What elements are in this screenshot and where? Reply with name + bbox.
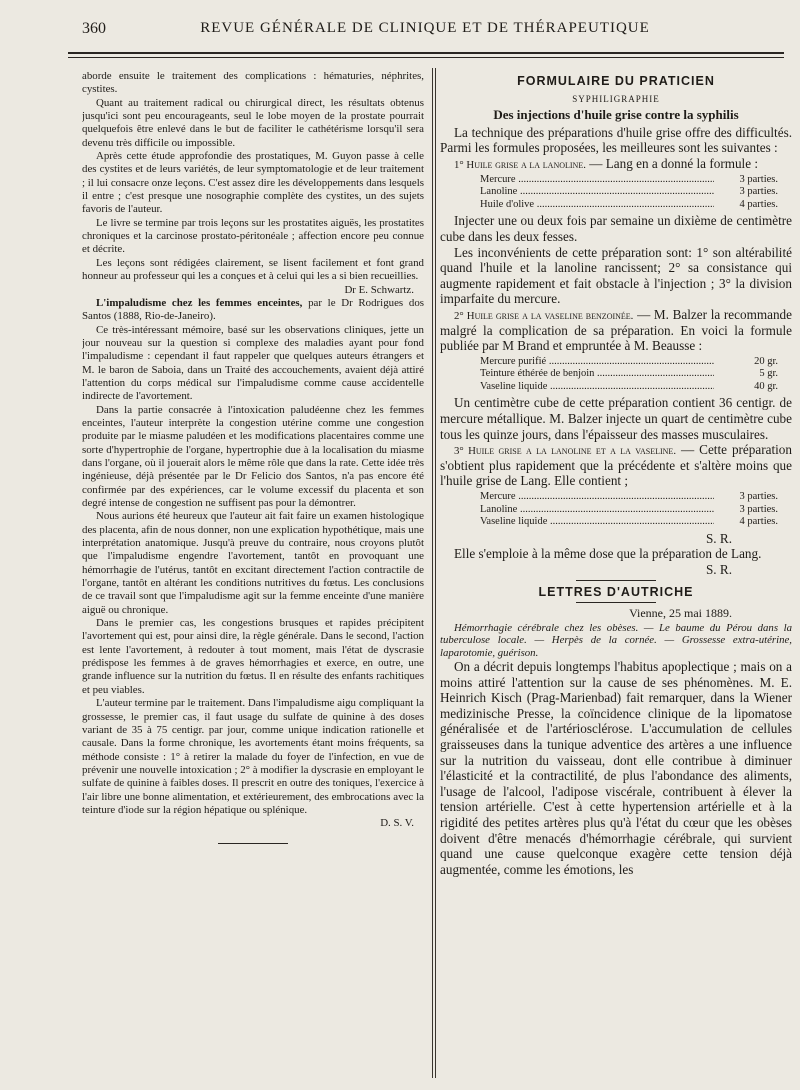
section-rule: [576, 580, 656, 581]
formula-row: [480, 356, 778, 369]
paragraph: Elle s'emploie à la même dose que la préparation de Lang.: [454, 546, 762, 562]
formula-name: 3° Huile grise a la lanoline et a la vaseline.: [454, 445, 677, 458]
formula-name: 1° Huile grise a la lanoline.: [454, 158, 586, 171]
ingredient: Teinture éthérée de benjoin .....: [480, 368, 714, 381]
running-title: REVUE GÉNÉRALE DE CLINIQUE ET DE THÉRAPEUTIQUE: [200, 20, 650, 36]
quantity: 5 gr.: [759, 368, 778, 380]
quantity: 3 parties.: [739, 186, 778, 198]
quantity: 3 parties.: [739, 503, 778, 515]
signature: S. R.: [705, 530, 732, 546]
quantity: 20 gr.: [754, 355, 778, 367]
paragraph: Le livre se termine par trois leçons sur les prostatites aiguës, les prostatites chroniques et la carcinose prostato-péritonéale ; affection encore peu connue et décrite.: [82, 216, 424, 256]
ingredient: Vaseline liquide .....: [480, 381, 714, 394]
page-number: 360: [82, 20, 106, 37]
review-heading: [82, 297, 424, 324]
formula-row: [480, 186, 778, 199]
paragraph: Quant au traitement radical ou chirurgical direct, les résultats obtenus jusqu'ici sont peu encourageants, seul le lobe moyen de la prostate pourrait quelquefois être enlevé dans le but de faciliter le cathétérisme lorsqu'il sera devenu très difficile ou impossible.: [82, 96, 424, 149]
formula-name: 2° Huile grise a la vaseline benzoinée.: [454, 309, 634, 322]
formula-intro: [440, 442, 792, 489]
formula-row: [480, 491, 778, 504]
formula-list: [480, 491, 778, 529]
signature: S. R.: [705, 562, 732, 577]
paragraph: Dans la partie consacrée à l'intoxication paludéenne chez les femmes enceintes, l'auteur interprète la congestion utérine comme une congestion produite par le miasme paludéen et les modifications placentaires comme une sorte d'hypertrophie de l'organe, hypertrophie due à la localisation du miasme dans l'organe, où il jouerait alors le même rôle que dans la rate. Cette idée très ingénieuse, déjà présentée par le Dr Felicio dos Santos, n'a pas encore été confirmée par des expériences, car le volume excessif du placenta et son degré intense de congestion ne suffisent pas pour la démontrer.: [82, 403, 424, 509]
formula-row: [480, 368, 778, 381]
formula-row: [480, 516, 778, 529]
quantity: 4 parties.: [739, 198, 778, 210]
summary: Hémorrhagie cérébrale chez les obèses. — Le baume du Pérou dans la tuberculose locale. — Herpès de la cornée. — Grossesse extra-utérine, laparotomie, guérison.: [440, 621, 792, 659]
formula-intro-text: — Lang en a donné la formule :: [585, 155, 759, 171]
page-header: [60, 18, 790, 40]
formula-intro-text: — Cette préparation s'obtient plus rapidement que la précédente et s'altère moins que l'huile grise de Lang. Elle contient ;: [440, 442, 792, 489]
formula-row: [480, 381, 778, 394]
paragraph: La technique des préparations d'huile grise offre des difficultés. Parmi les formules proposées, les meilleures sont les suivantes :: [440, 124, 792, 156]
quantity: 4 parties.: [739, 516, 778, 528]
ingredient: Lanoline .....: [480, 186, 714, 199]
formula-intro: [440, 307, 792, 354]
formula-row: [480, 504, 778, 517]
section-subheading: SYPHILIGRAPHIE: [572, 93, 660, 104]
paragraph: Un centimètre cube de cette préparation contient 36 centigr. de mercure métallique. M. Balzer injecte un quart de centimètre cube tous les quinze jours, dans l'épaisseur des masses musculaires.: [440, 395, 792, 442]
right-column: [440, 70, 792, 877]
header-rule-thin: [68, 57, 784, 58]
ingredient: Mercure .....: [480, 174, 714, 187]
ingredient: Mercure .....: [480, 491, 714, 504]
section-heading: LETTRES D'AUTRICHE: [538, 584, 694, 599]
formula-row: [480, 199, 778, 212]
paragraph: Après cette étude approfondie des prostatiques, M. Guyon passe à celle des cystites et de leurs variétés, de leur symptomatologie et de leur traitement ; il lui consacre onze leçons. C'est assez dire les développements dans lesquels il entre ; c'est presque une nosographie complète des cystites, un des sujets favoris de l'auteur.: [82, 150, 424, 216]
signature: Dr E. Schwartz.: [344, 283, 414, 296]
paragraph: Dans le premier cas, les congestions brusques et rapides précipitent l'avortement qui est, pour ainsi dire, la règle générale. Dans le second, l'action est lente l'avortement, à redouter à tout moment, mais l'état de dyscrasie prédispose les femmes à de graves hémorrhagies et exerce, en outre, une grande influence sur la nutrition du fœtus. Il en résulte des enfants rachitiques et peu viables.: [82, 617, 424, 696]
formula-list: [480, 174, 778, 212]
header-rule: [68, 52, 784, 54]
formula-row: [480, 174, 778, 187]
ingredient: Mercure purifié .....: [480, 356, 714, 369]
column-divider: [432, 68, 433, 1078]
quantity: 40 gr.: [754, 380, 778, 392]
formula-list: [480, 356, 778, 394]
formula-intro: [440, 156, 792, 172]
paragraph: Les inconvénients de cette préparation sont: 1° son altérabilité quand l'huile et la lanoline rancissent; 2° sa consistance qui augmente rapidement et fait obstacle à l'injection ; 3° la division imparfaite du mercure.: [440, 244, 792, 307]
column-divider-inner: [435, 68, 436, 1078]
section-heading: FORMULAIRE DU PRATICIEN: [517, 74, 715, 88]
paragraph: aborde ensuite le traitement des complications : hématuries, néphrites, cystites.: [82, 70, 424, 96]
paragraph: Ce très-intéressant mémoire, basé sur les observations cliniques, jette un jour nouveau sur la question si complexe des maladies ayant pour fond l'impaludisme : cependant il faut rappeler que quelques auteurs étrangers et M. le baron de Saboia, dans un Traité des accouchements, avaient déjà attiré l'attention du corps médical sur l'impaludisme comme cause accidentelle indirecte de l'avortement.: [82, 323, 424, 403]
review-author: par le Dr Rodrigues dos Santos (1888, Rio-de-Janeiro).: [82, 296, 424, 323]
end-rule: [218, 843, 288, 844]
left-column: [82, 70, 424, 844]
dateline: Vienne, 25 mai 1889.: [629, 606, 732, 621]
section-rule: [576, 602, 656, 603]
formula-intro-text: — M. Balzer la recommande malgré la complication de sa préparation. En voici la formule publiée par M Brand et empruntée à M. Beausse :: [440, 306, 792, 354]
ingredient: Vaseline liquide .....: [480, 516, 714, 529]
paragraph: L'auteur termine par le traitement. Dans l'impaludisme aigu compliquant la grossesse, le premier cas, il faut usage du sulfate de quinine à des doses variant de 35 à 75 centigr. par jour, comme unique indication rationelle et causale. Dans la forme chronique, les avortements étant moins fréquents, sa méthode consiste : 1° à retirer la malade du foyer de l'infection, en vue de prévenir une nouvelle intoxication ; 2° à modifier la dyscrasie en employant le sulfate de quinine à faibles doses. Il prescrit en outre des toniques, l'exercice à l'air libre une bonne alimentation, et extérieurement, des embrocations avec la teinture d'iode sur la région hépatique ou splénique.: [82, 697, 424, 816]
article-title: Des injections d'huile grise contre la syphilis: [493, 107, 739, 123]
paragraph: Les leçons sont rédigées clairement, se lisent facilement et font grand honneur au professeur qui les a conçues et à celui qui les a si bien recueillies.: [82, 256, 424, 283]
paragraph: Injecter une ou deux fois par semaine un dixième de centimètre cube dans les deux fesses.: [440, 213, 792, 244]
paragraph: Nous aurions été heureux que l'auteur ait fait faire un examen histologique des placenta, afin de nous donner, non une explication hypothétique, mais une interprétation anatomique. Jusqu'à preuve du contraire, nous croyons plutôt que l'impaludisme engendre l'avortement, tantôt en provoquant une hémorrhagie de l'utérus, tantôt en excitant directement l'action contractile de l'organe, tantôt en altérant les conditions nutritives du fœtus. Les conclusions de ce travail sont que l'impaludisme agit sur la femme enceinte d'une manière aiguë ou chronique.: [82, 510, 424, 616]
ingredient: Huile d'olive .....: [480, 199, 714, 212]
quantity: 3 parties.: [739, 491, 778, 503]
ingredient: Lanoline .....: [480, 504, 714, 517]
review-title: L'impaludisme chez les femmes enceintes,: [96, 296, 303, 309]
quantity: 3 parties.: [739, 173, 778, 185]
signature: D. S. V.: [380, 817, 414, 830]
paragraph: On a décrit depuis longtemps l'habitus apoplectique ; mais on a moins attiré l'attention sur la cause de ses phénomènes. M. E. Heinrich Kisch (Prag-Marienbad) fait remarquer, dans la Wiener medizinische Presse, la coïncidence clinique de la lipomatose généralisée et de l'artériosclérose. L'accumulation de cellules graisseuses dans la tunique adventice des artères a une influence sur la nutrition du vaisseau, dont elle contribue à diminuer l'élasticité et la contractilité, de plus l'abondance des aliments, l'usage de l'alcool, l'adipose viscérale, contribuent à élever la tension artérielle. C'est à cette hypertension artérielle et à la rigidité des petites artères plus qu'à l'état du cœur que les obèses doivent d'être menacés d'hémorrhagie cérébrale, qui survient quand une cause quelconque exagère cette tension déjà augmentée, comme les émotions, les: [440, 659, 792, 877]
